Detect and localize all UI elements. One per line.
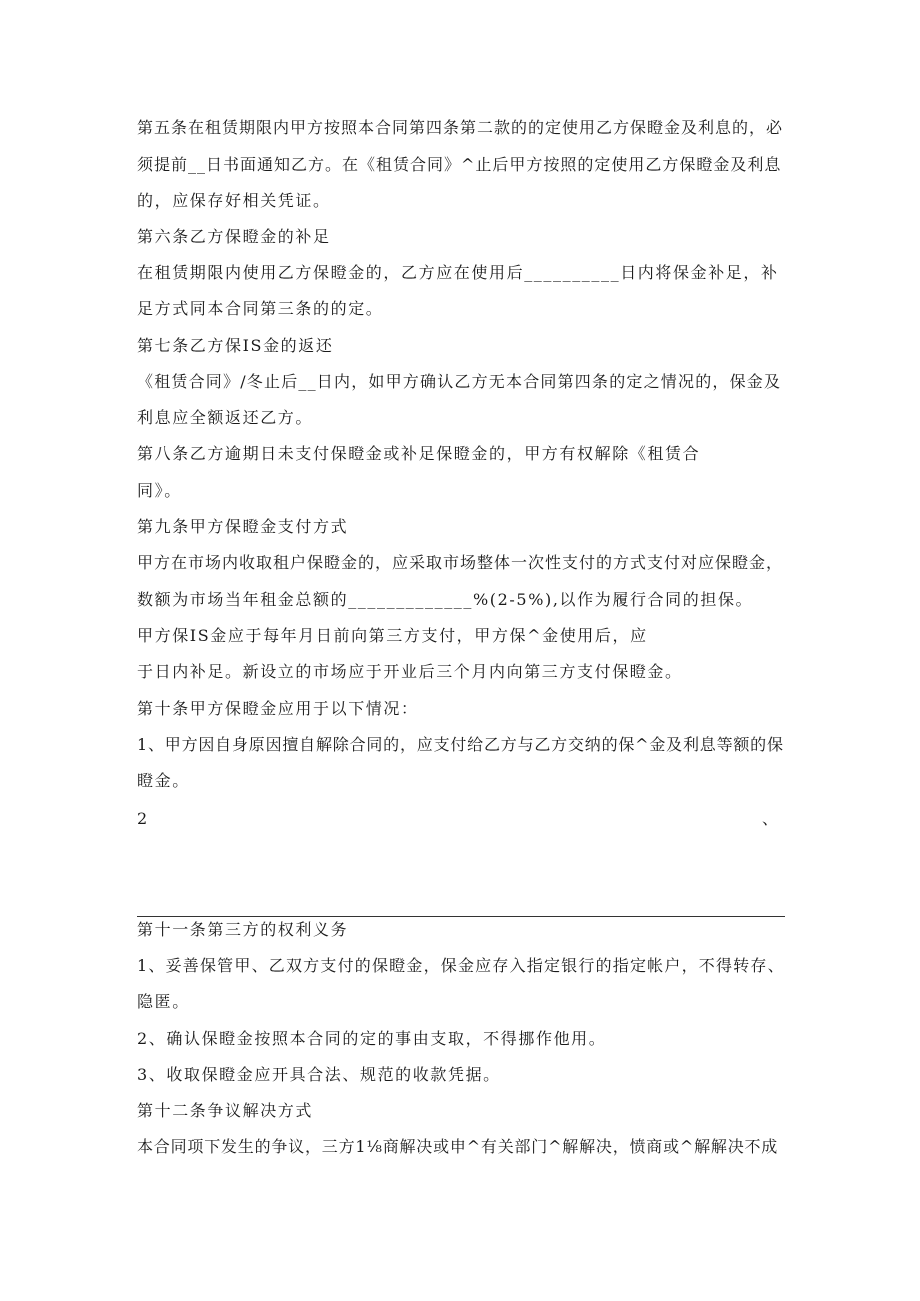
section-heading: 第七条乙方保IS金的返还 xyxy=(137,336,334,355)
section-heading: 第十一条第三方的权利义务 xyxy=(137,920,349,939)
text-line: 甲方在市场内收取租户保瞪金的，应采取市场整体一次性支付的方式支付对应保瞪金， xyxy=(137,553,784,572)
list-item: 2、确认保瞪金按照本合同的定的事由支取，不得挪作他用。 xyxy=(137,1029,607,1048)
text-line: 第八条乙方逾期日未支付保瞪金或补足保瞪金的，甲方有权解除《租赁合 xyxy=(137,444,701,463)
text-line: 利息应全额返还乙方。 xyxy=(137,408,314,427)
list-item: 3、收取保瞪金应开具合法、规范的收款凭据。 xyxy=(137,1065,501,1084)
text-line: 同》。 xyxy=(137,481,182,500)
text-line: 数额为市场当年租金总额的_____________%(2-5%),以作为履行合同的担保。 xyxy=(137,590,754,609)
text-line: 本合同项下发生的争议，三方1⅛商解决或申^有关部门^解解决，愤商或^解解决不成 xyxy=(137,1137,779,1156)
text-line: 《租赁合同》/冬止后__日内，如甲方确认乙方无本合同第四条的定之情况的，保金及 xyxy=(137,372,782,391)
text-line: 甲方保IS金应于每年月日前向第三方支付，甲方保^金使用后，应 xyxy=(137,626,648,645)
text-line: 瞪金。 xyxy=(137,771,190,790)
list-item: 1、妥善保管甲、乙双方支付的保瞪金，保金应存入指定银行的指定帐户，不得转存、 xyxy=(137,956,785,975)
text-line: 隐匿。 xyxy=(137,992,190,1011)
text-line: 须提前__日书面通知乙方。在《租赁合同》^止后甲方按照的定使用乙方保瞪金及利息 xyxy=(137,155,782,174)
section-heading: 第十条甲方保瞪金应用于以下情况： xyxy=(137,699,419,718)
section-heading: 第十二条争议解决方式 xyxy=(137,1101,314,1120)
list-item: 2 xyxy=(137,809,149,828)
horizontal-rule xyxy=(137,916,785,917)
text-line: 在租赁期限内使用乙方保瞪金的，乙方应在使用后__________日内将保金补足，补 xyxy=(137,263,779,282)
text-line: 的，应保存好相关凭证。 xyxy=(137,191,331,210)
list-item: 1、甲方因自身原因擅自解除合同的，应支付给乙方与乙方交纳的保^金及利息等额的保 xyxy=(137,735,784,754)
text-line: 于日内补足。新设立的市场应于开业后三个月内向第三方支付保瞪金。 xyxy=(137,662,683,681)
section-heading: 第六条乙方保瞪金的补足 xyxy=(137,227,331,246)
trailing-mark: 、 xyxy=(762,809,779,828)
section-heading: 第九条甲方保瞪金支付方式 xyxy=(137,517,349,536)
text-line: 第五条在租赁期限内甲方按照本合同第四条第二款的的定使用乙方保瞪金及利息的，必 xyxy=(137,118,784,137)
text-line: 足方式同本合同第三条的的定。 xyxy=(137,299,384,318)
